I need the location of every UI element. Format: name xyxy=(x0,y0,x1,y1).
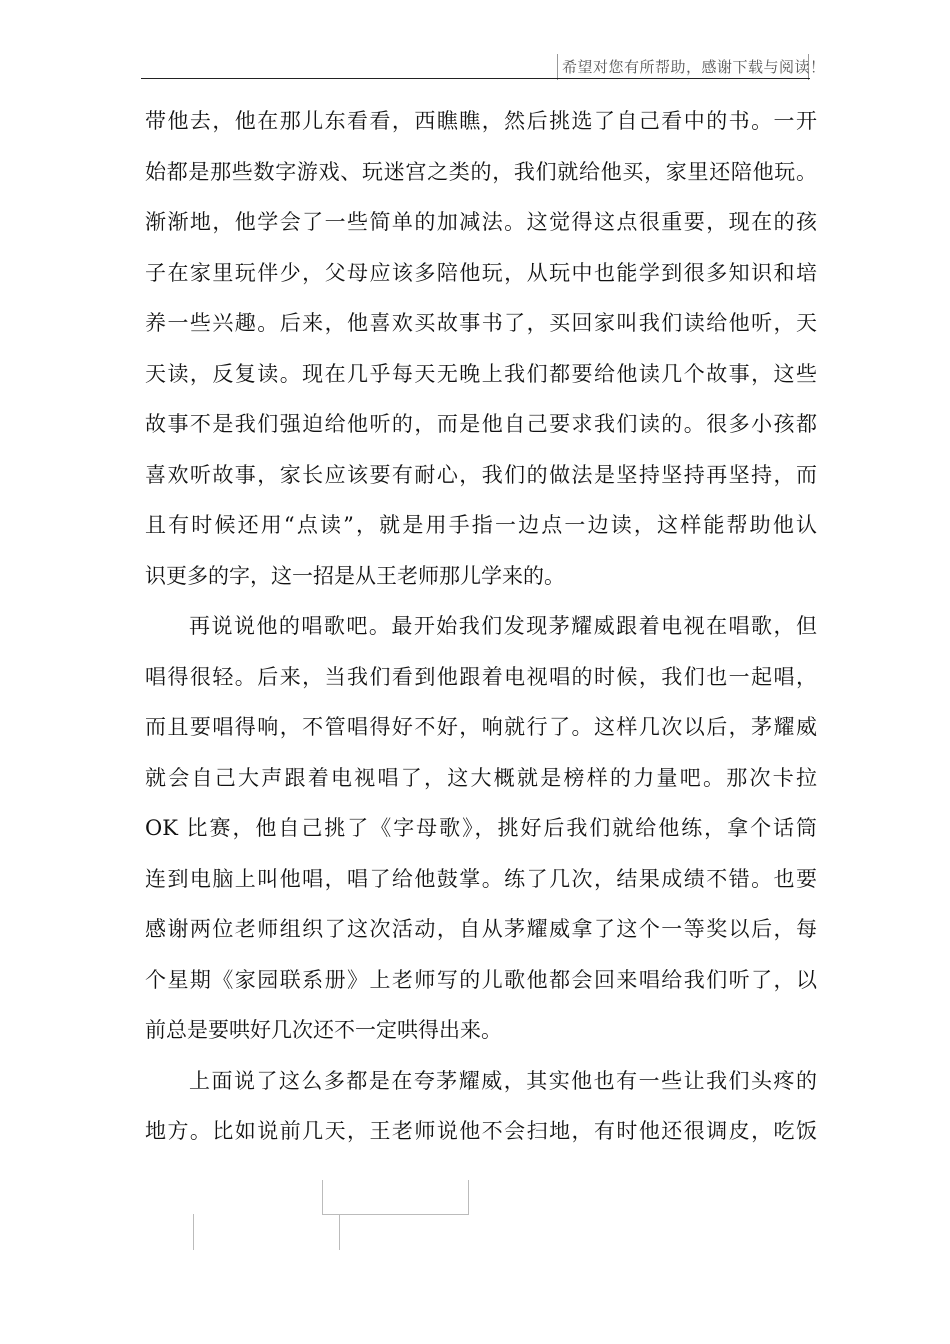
text-line: 养一些兴趣。后来，他喜欢买故事书了，买回家叫我们读给他听，天 xyxy=(145,311,817,335)
text-line: 识更多的字，这一招是从王老师那儿学来的。 xyxy=(145,564,565,588)
text-line: 感谢两位老师组织了这次活动，自从茅耀威拿了这个一等奖以后，每 xyxy=(145,917,817,941)
text-line: OK 比赛，他自己挑了《字母歌》，挑好后我们就给他练，拿个话筒 xyxy=(145,816,817,840)
text-line: 且有时候还用“点读”，就是用手指一边点一边读，这样能帮助他认 xyxy=(145,513,817,537)
header-rule xyxy=(141,78,810,79)
text-line: 子在家里玩伴少，父母应该多陪他玩，从玩中也能学到很多知识和培 xyxy=(145,261,817,285)
text-line: 始都是那些数字游戏、玩迷宫之类的，我们就给他买，家里还陪他玩。 xyxy=(145,160,817,184)
text-line: 喜欢听故事，家长应该要有耐心，我们的做法是坚持坚持再坚持，而 xyxy=(145,463,817,487)
text-line: 故事不是我们强迫给他听的，而是他自己要求我们读的。很多小孩都 xyxy=(145,412,817,436)
text-line: 渐渐地，他学会了一些简单的加减法。这觉得这点很重要，现在的孩 xyxy=(145,210,817,234)
text-line: 个星期《家园联系册》上老师写的儿歌他都会回来唱给我们听了，以 xyxy=(145,968,817,992)
text-line: 带他去，他在那儿东看看，西瞧瞧，然后挑选了自己看中的书。一开 xyxy=(145,109,817,133)
text-line: 上面说了这么多都是在夸茅耀威，其实他也有一些让我们头疼的 xyxy=(189,1069,817,1093)
footer-decor-line xyxy=(322,1180,469,1215)
footer-decor-line xyxy=(339,1214,340,1250)
text-line: 再说说他的唱歌吧。最开始我们发现茅耀威跟着电视在唱歌，但 xyxy=(189,614,817,638)
text-line: 连到电脑上叫他唱，唱了给他鼓掌。练了几次，结果成绩不错。也要 xyxy=(145,867,817,891)
text-line: 而且要唱得响，不管唱得好不好，响就行了。这样几次以后，茅耀威 xyxy=(145,715,817,739)
footer-decor-line xyxy=(193,1214,194,1250)
text-line: 前总是要哄好几次还不一定哄得出来。 xyxy=(145,1018,502,1042)
text-line: 就会自己大声跟着电视唱了，这大概就是榜样的力量吧。那次卡拉 xyxy=(145,766,817,790)
header-note: 希望对您有所帮助，感谢下载与阅读！ xyxy=(562,58,826,76)
text-line: 天读，反复读。现在几乎每天无晚上我们都要给他读几个故事，这些 xyxy=(145,362,817,386)
text-line: 唱得很轻。后来，当我们看到他跟着电视唱的时候，我们也一起唱， xyxy=(145,665,817,689)
text-line: 地方。比如说前几天，王老师说他不会扫地，有时他还很调皮，吃饭 xyxy=(145,1119,817,1143)
